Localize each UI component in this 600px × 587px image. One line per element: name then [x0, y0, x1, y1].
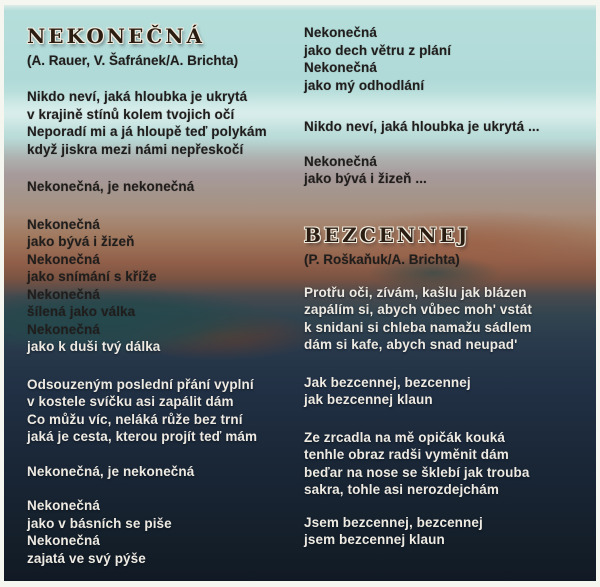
lyric-line: v krajině stínů kolem tvojich očí — [27, 106, 235, 122]
stanza — [304, 514, 590, 549]
landscape-photo-background — [4, 5, 596, 581]
lyric-line: jako v básních se piše — [27, 515, 172, 531]
lyric-line: dám si kafe, abych snad neupad' — [304, 337, 518, 352]
lyric-line: jako mý odhodlání — [304, 77, 425, 93]
song-title-bezcennej: BEZCENNEJ — [304, 222, 471, 247]
stanza — [304, 24, 590, 94]
lyric-line: Odsouzeným poslední přání vyplní — [27, 376, 254, 392]
song-credits-nekonecna: (A. Rauer, V. Šafránek/A. Brichta) — [27, 53, 239, 68]
lyric-line: Nekonečná — [27, 533, 100, 548]
lyric-line: jak bezcennej klaun — [304, 392, 433, 407]
lyric-line: Nekonečná — [304, 25, 377, 40]
lyric-line: Co můžu víc, neláká růže bez trní — [27, 411, 243, 427]
lyrics-column-left — [27, 24, 293, 567]
lyric-line: jako k duši tvý dálka — [27, 339, 161, 354]
lyric-line: k snidani si chleba namažu sádlem — [304, 319, 532, 335]
lyric-line: Nekonečná — [27, 286, 100, 302]
lyric-line: zajatá ve svý pýše — [27, 550, 146, 566]
lyric-line: jaká je cesta, kterou projít teď mám — [27, 429, 258, 444]
song-title-nekonecna: NEKONEČNÁ — [27, 24, 206, 48]
lyric-line: beďar na nose se šklebí jak trouba — [304, 464, 530, 480]
lyric-line: zapálím si, abych vůbec moh' vstát — [304, 302, 532, 317]
lyric-line: Nekonečná, je nekonečná — [27, 179, 195, 194]
lyric-line: v kostele svíčku asi zapálit dám — [27, 394, 234, 409]
lyric-line: jako snímání s kříže — [27, 269, 157, 284]
lyric-line: Neporadí mi a já hloupě teď polykám — [27, 124, 267, 139]
lyric-line: Nekonečná — [304, 153, 377, 169]
lyric-line: sakra, tohle asi nerozdejchám — [304, 482, 499, 497]
lyric-line: šílená jako válka — [27, 304, 136, 319]
lyric-line: Jak bezcennej, bezcennej — [304, 374, 471, 390]
lyric-line: jako dech větru z plání — [304, 42, 452, 58]
stanza — [27, 497, 293, 567]
stanza — [27, 88, 293, 158]
lyric-line: Nekonečná — [27, 216, 100, 232]
stanza — [27, 376, 293, 446]
lyric-line: Jsem bezcennej, bezcennej — [304, 514, 483, 530]
lyric-line: Nikdo neví, jaká hloubka je ukrytá ... — [304, 119, 540, 134]
lyric-line: Nekonečná — [27, 498, 100, 513]
stanza — [304, 153, 590, 188]
lyric-line: Nekonečná — [304, 60, 377, 75]
stanza — [27, 463, 293, 481]
stanza — [27, 178, 293, 196]
stanza — [304, 429, 590, 499]
lyric-line: Nikdo neví, jaká hloubka je ukrytá — [27, 89, 248, 104]
lyric-line: jako bývá i žizeň ... — [304, 171, 427, 186]
stanza — [27, 216, 293, 356]
lyric-line: tenhle obraz radši vyměnit dám — [304, 447, 509, 462]
lyric-line: jsem bezcennej klaun — [304, 532, 445, 547]
stanza — [304, 284, 590, 354]
lyrics-column-right — [304, 24, 590, 549]
lyric-line: Protřu oči, zívám, kašlu jak blázen — [304, 284, 527, 300]
stanza — [304, 118, 590, 136]
lyric-line: Ze zrcadla na mě opičák kouká — [304, 429, 505, 445]
stanza — [304, 374, 590, 409]
song-credits-bezcennej: (P. Roškaňuk/A. Brichta) — [304, 251, 460, 267]
lyric-line: Nekonečná, je nekonečná — [27, 463, 195, 479]
lyric-line: když jiskra mezi námi nepřeskočí — [27, 141, 244, 157]
lyric-line: Nekonečná — [27, 321, 100, 337]
lyric-line: jako bývá i žizeň — [27, 234, 135, 249]
lyric-line: Nekonečná — [27, 251, 100, 267]
